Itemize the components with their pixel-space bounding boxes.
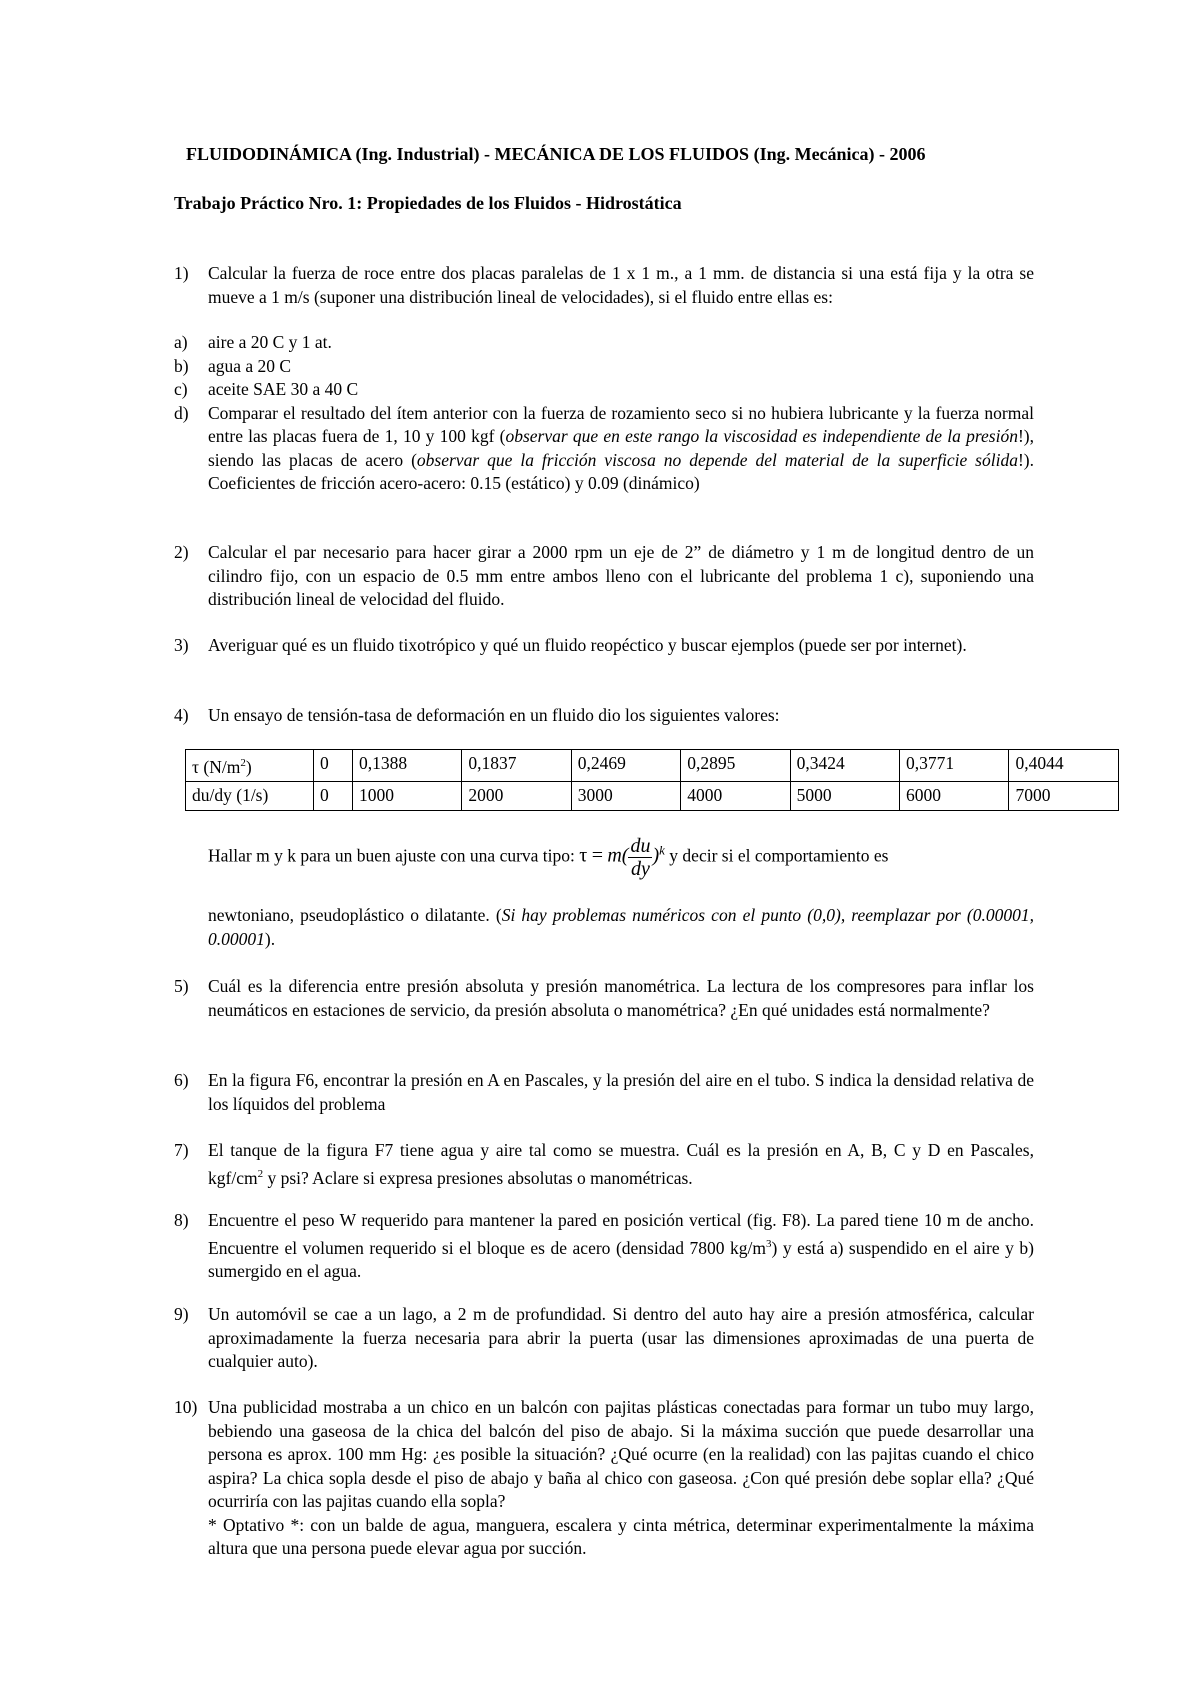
item-text: aceite SAE 30 a 40 C — [208, 379, 359, 399]
problem-7 — [174, 1139, 1034, 1190]
problem-2 — [174, 541, 1034, 612]
formula-line — [208, 835, 1034, 880]
formula-numerator: du — [630, 835, 651, 857]
table-cell: 0,3424 — [790, 750, 899, 782]
item-label: a) — [174, 332, 188, 352]
table-cell: 0,2469 — [571, 750, 680, 782]
problem-number: 9) — [174, 1304, 189, 1324]
table-row — [186, 781, 1119, 810]
formula-fraction — [628, 835, 652, 880]
problem-text: ) y está a) suspendido en el aire y b) sumergido en el agua. — [208, 1237, 1034, 1281]
table-row-label: τ $(N/m^2)$ — [186, 750, 314, 782]
table-cell: 0,1837 — [462, 750, 571, 782]
formula-denominator: dy — [631, 858, 650, 880]
problem-number: 8) — [174, 1210, 189, 1230]
table-cell: 5000 — [790, 781, 899, 810]
page-subtitle: Trabajo Práctico Nro. 1: Propiedades de los Fluidos - Hidrostática — [174, 193, 682, 213]
problem-text: Averiguar qué es un fluido tixotrópico y qué un fluido reopéctico y buscar ejemplos (puede ser por internet). — [208, 635, 967, 655]
problem-1-items — [174, 331, 1034, 496]
problem-10 — [174, 1396, 1034, 1561]
table-row-label: du/dy (1/s) — [186, 781, 314, 810]
table-cell: 0 — [314, 750, 353, 782]
formula-equals: = — [591, 844, 603, 867]
problem-4 — [174, 704, 1034, 728]
problem-number: 1) — [174, 263, 189, 283]
problem-text: En la figura F6, encontrar la presión en A en Pascales, y la presión del aire en el tubo. S indica la densidad relativa de los líquidos del problema — [208, 1070, 1034, 1114]
superscript: 3 — [765, 1237, 772, 1250]
page-title: FLUIDODINÁMICA (Ing. Industrial) - MECÁNICA DE LOS FLUIDOS (Ing. Mecánica) - 2006 — [186, 144, 926, 164]
table-cell: 0,2895 — [681, 750, 790, 782]
item-italic-note: observar que la fricción viscosa no depende del material de la superficie sólida — [416, 449, 1018, 470]
table-cell: 0,3771 — [900, 750, 1009, 782]
problem-text: Un automóvil se cae a un lago, a 2 m de profundidad. Si dentro del auto hay aire a presión atmosférica, calcular aproximadamente la fuerza necesaria para abrir la puerta (usar las dimensiones aproximadas de una puerta de cualquier auto). — [208, 1304, 1034, 1371]
problem-6 — [174, 1069, 1034, 1116]
table-cell: 4000 — [681, 781, 790, 810]
item-text: agua a 20 C — [208, 355, 292, 376]
problem-italic-note: Si hay problemas numéricos con el punto (0,0), reemplazar por (0.00001, 0.00001 — [208, 905, 1034, 949]
table-cell: 2000 — [462, 781, 571, 810]
problem-text: Un ensayo de tensión-tasa de deformación en un fluido dio los siguientes valores: — [208, 705, 780, 725]
table-cell: 3000 — [571, 781, 680, 810]
table-cell: 7000 — [1009, 781, 1119, 810]
item-label: b) — [174, 355, 189, 376]
problem-number: 3) — [174, 635, 189, 655]
problem-8 — [174, 1209, 1034, 1283]
item-text: !). Coeficientes de fricción acero-acero: 0.15 (estático) y 0.09 (dinámico) — [208, 449, 1034, 493]
item-italic-note: observar que en este rango la viscosidad es independiente de la presión — [505, 426, 1018, 446]
formula-outro: y decir si el comportamiento es — [669, 845, 889, 866]
formula-m: m( — [607, 844, 629, 867]
problem-4-followup — [208, 904, 1034, 951]
problem-1 — [174, 262, 1034, 309]
table-cell: 1000 — [352, 781, 461, 810]
problem-number: 4) — [174, 705, 189, 725]
superscript: 2 — [257, 1167, 264, 1180]
problem-5 — [174, 975, 1034, 1022]
problem-text: ). — [264, 928, 276, 949]
optional-note: * Optativo *: con un balde de agua, manguera, escalera y cinta métrica, determinar experimentalmente la máxima altura que una persona puede elevar agua por succión. — [208, 1514, 1034, 1558]
formula-exponent: k — [659, 842, 665, 858]
formula-tau: τ — [579, 844, 588, 867]
item-text: aire a 20 C y 1 at. — [208, 332, 332, 352]
problem-text: Una publicidad mostraba a un chico en un balcón con pajitas plásticas conectadas para formar un tubo muy largo, bebiendo una gaseosa de la chica del balcón del piso de abajo. Si la máxima succión que puede desarrollar una persona es aprox. 100 mm Hg: ¿es posible la situación? ¿Qué ocurre (en la realidad) con las pajitas cuando el chico aspira? La chica sopla desde el piso de abajo y baña al chico con gaseosa. ¿Con qué presión debe soplar ella? ¿Qué ocurriría con las pajitas cuando ella sopla? — [208, 1397, 1034, 1511]
problem-3 — [174, 634, 1034, 658]
problem-number: 2) — [174, 542, 189, 562]
item-label: d) — [174, 402, 189, 423]
problem-9 — [174, 1303, 1034, 1374]
problem-text: y psi? Aclare si expresa presiones absolutas o manométricas. — [263, 1167, 693, 1188]
data-table — [185, 749, 1119, 811]
problem-text: Calcular el par necesario para hacer girar a 2000 rpm un eje de 2” de diámetro y 1 m de longitud dentro de un cilindro fijo, con un espacio de 0.5 mm entre ambos lleno con el lubricante del problema 1 c), suponiendo una distribución lineal de velocidad del fluido. — [208, 542, 1034, 609]
problem-text: Cuál es la diferencia entre presión absoluta y presión manométrica. La lectura de los compresores para inflar los neumáticos en estaciones de servicio, da presión absoluta o manométrica? ¿En qué unidades está normalmente? — [208, 976, 1034, 1020]
formula-intro: Hallar m y k para un buen ajuste con una curva tipo: — [208, 845, 575, 866]
table-cell: 6000 — [900, 781, 1009, 810]
table-cell: 0,4044 — [1009, 750, 1119, 782]
problem-text: newtoniano, pseudoplástico o dilatante. ( — [208, 905, 502, 925]
problem-text: El tanque de la figura F7 tiene agua y aire tal como se muestra. Cuál es la presión en A, B, C y D en Pascales, kgf/cm — [208, 1140, 1034, 1188]
item-text: Comparar el resultado del ítem anterior con la fuerza de rozamiento seco si no hubiera lubricante y la fuerza normal entre las placas fuera de 1, 10 y 100 kgf ( — [208, 402, 1034, 446]
formula-close: ) — [652, 844, 660, 867]
problem-number: 5) — [174, 976, 189, 996]
table-cell: 0,1388 — [352, 750, 461, 782]
problem-number: 6) — [174, 1070, 189, 1090]
table-row — [186, 750, 1119, 782]
problem-number: 10) — [174, 1397, 198, 1417]
problem-text: Calcular la fuerza de roce entre dos placas paralelas de 1 x 1 m., a 1 mm. de distancia si una está fija y la otra se mueve a 1 m/s (suponer una distribución lineal de velocidades), si el fluido entre ellas es: — [208, 263, 1034, 307]
problem-number: 7) — [174, 1140, 189, 1160]
item-text: !), siendo las placas de acero ( — [208, 426, 1034, 470]
problem-text: Encuentre el peso W requerido para mantener la pared en posición vertical (fig. F8). La pared tiene 10 m de ancho. Encuentre el volumen requerido si el bloque es de acero (densidad 7800 kg/m — [208, 1210, 1034, 1258]
table-cell: 0 — [314, 781, 353, 810]
item-label: c) — [174, 379, 188, 399]
